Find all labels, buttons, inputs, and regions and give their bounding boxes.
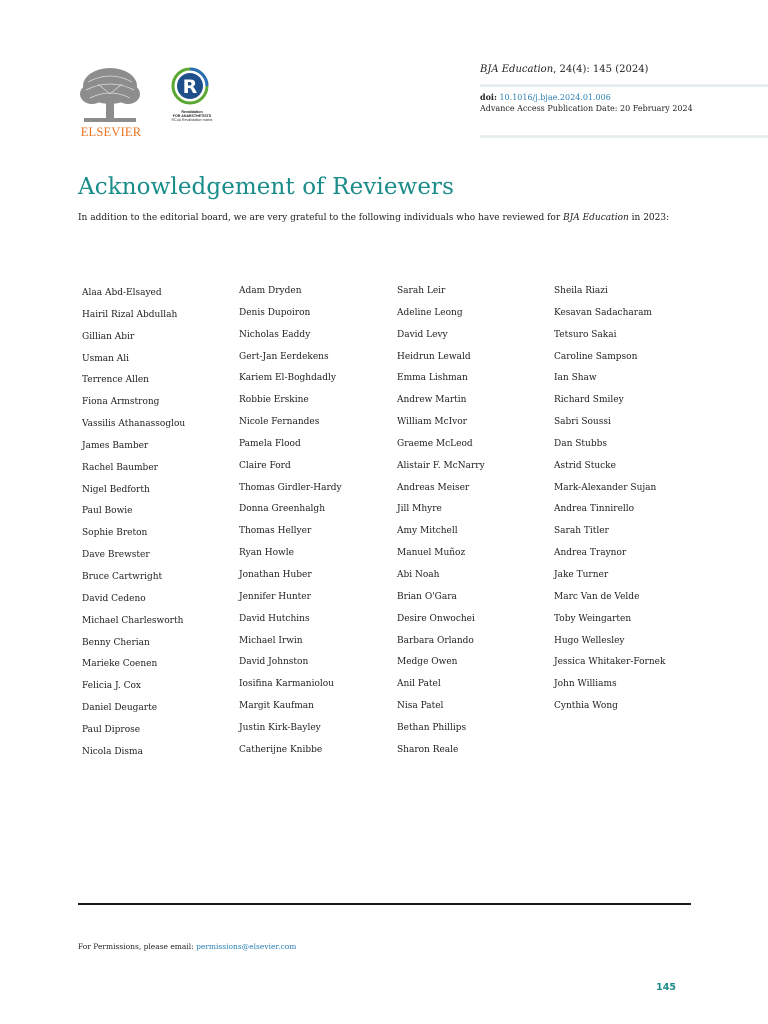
reviewer-name: Anil Patel xyxy=(397,679,441,690)
reviewer-name: Paul Diprose xyxy=(82,724,141,735)
reviewer-name: David Cedeno xyxy=(82,593,146,604)
reviewer-name: Catherijne Knibbe xyxy=(239,744,323,755)
doi-label: doi: xyxy=(480,92,497,102)
reviewer-name: John Williams xyxy=(554,679,617,690)
reviewer-name: Rachel Baumber xyxy=(82,462,158,473)
permissions-email-link[interactable]: permissions@elsevier.com xyxy=(196,942,297,951)
reviewer-name: Nicole Fernandes xyxy=(239,417,320,428)
reviewer-name: Gillian Abir xyxy=(82,331,135,342)
reviewer-name: Gert-Jan Eerdekens xyxy=(239,351,329,362)
reviewer-name: Margit Kaufman xyxy=(239,701,314,712)
reviewer-name: Sabri Soussi xyxy=(554,417,611,428)
reviewer-name: Bruce Cartwright xyxy=(82,571,163,582)
reviewer-name: Denis Dupoiron xyxy=(239,307,311,318)
reviewer-name: Ian Shaw xyxy=(554,373,597,384)
reviewer-column-3 xyxy=(397,281,485,762)
reviewer-name: David Johnston xyxy=(239,657,309,668)
r-caption-3: RCoA Revalidation matrix xyxy=(171,118,213,123)
page-number: 145 xyxy=(656,982,676,993)
reviewer-name: Astrid Stucke xyxy=(554,460,616,471)
permissions-text: For Permissions, please email: xyxy=(78,942,197,951)
reviewer-name: Paul Bowie xyxy=(82,506,133,517)
reviewer-name: William McIvor xyxy=(397,417,467,428)
reviewer-name: Barbara Orlando xyxy=(397,635,474,646)
reviewer-name: Cynthia Wong xyxy=(554,701,618,712)
journal-citation-text: , 24(4): 145 (2024) xyxy=(553,64,649,75)
reviewer-name: Dave Brewster xyxy=(82,550,150,561)
reviewer-name: Amy Mitchell xyxy=(397,526,458,537)
reviewer-name: Sarah Titler xyxy=(554,526,609,537)
reviewer-name: Iosifina Karmaniolou xyxy=(239,679,334,690)
reviewer-name: Mark-Alexander Sujan xyxy=(554,482,657,493)
reviewer-name: Thomas Girdler-Hardy xyxy=(239,482,342,493)
reviewer-name: Alistair F. McNarry xyxy=(397,460,485,471)
header-rule-bottom xyxy=(480,135,768,138)
reviewer-name: Jessica Whitaker-Fornek xyxy=(554,657,666,668)
reviewer-name: Dan Stubbs xyxy=(554,438,607,449)
journal-name: BJA Education xyxy=(480,64,554,75)
reviewer-name: Sarah Leir xyxy=(397,286,446,296)
reviewer-name: Graeme McLeod xyxy=(397,438,473,449)
reviewer-name: Andreas Meiser xyxy=(397,482,470,493)
reviewer-name: Bethan Phillips xyxy=(397,722,467,733)
r-caption-1: Revalidation xyxy=(181,110,203,114)
reviewer-name: Sheila Riazi xyxy=(554,286,608,296)
intro-text-after: in 2023: xyxy=(628,213,670,223)
reviewer-name: Ryan Howle xyxy=(239,548,294,559)
reviewer-name: Desire Onwochei xyxy=(397,613,475,624)
reviewer-name: Emma Lishman xyxy=(397,373,468,384)
reviewer-name: Donna Greenhalgh xyxy=(239,504,325,515)
r-logo-letter: R xyxy=(182,76,198,98)
reviewer-name: Richard Smiley xyxy=(554,395,624,406)
reviewer-name: Andrea Traynor xyxy=(554,548,627,559)
reviewer-name: Brian O'Gara xyxy=(397,591,457,602)
header-rule-top xyxy=(480,84,768,87)
reviewer-name: Adam Dryden xyxy=(239,286,302,296)
reviewer-name: Hugo Wellesley xyxy=(554,635,625,646)
reviewer-name: Thomas Hellyer xyxy=(239,526,312,537)
reviewer-name: David Levy xyxy=(397,329,448,340)
reviewer-name: Kesavan Sadacharam xyxy=(554,307,652,318)
reviewer-name: Nicola Disma xyxy=(82,746,143,757)
journal-citation xyxy=(480,64,648,75)
reviewer-name: Andrew Martin xyxy=(397,395,467,406)
reviewer-name: Nigel Bedforth xyxy=(82,484,150,495)
r-caption-2: FOR ANAESTHETISTS xyxy=(172,114,212,119)
intro-text-before: In addition to the editorial board, we are very grateful to the following individuals who have reviewed for xyxy=(78,213,563,223)
reviewer-name: Terrence Allen xyxy=(82,375,149,386)
doi-link[interactable]: 10.1016/j.bjae.2024.01.006 xyxy=(499,93,611,102)
reviewer-name: Hairil Rizal Abdullah xyxy=(82,309,178,320)
reviewer-name: Fiona Armstrong xyxy=(82,397,160,408)
reviewer-name: Nicholas Eaddy xyxy=(239,329,311,340)
reviewer-name: Michael Charlesworth xyxy=(82,615,184,626)
r-logo-caption xyxy=(166,110,218,123)
reviewer-name: Vassilis Athanassoglou xyxy=(82,419,186,430)
reviewer-name: Benny Cherian xyxy=(82,637,150,648)
reviewer-name: Abi Noah xyxy=(397,569,440,580)
reviewer-name: Felicia J. Cox xyxy=(82,681,141,692)
reviewer-name: Jonathan Huber xyxy=(239,569,312,580)
doi-line xyxy=(480,92,611,102)
reviewer-name: Claire Ford xyxy=(239,460,291,471)
reviewer-name: Tetsuro Sakai xyxy=(554,329,617,340)
reviewer-name: Manuel Muñoz xyxy=(397,548,466,559)
page-title: Acknowledgement of Reviewers xyxy=(78,174,455,200)
reviewer-name: Adeline Leong xyxy=(397,307,463,318)
reviewer-name: Sophie Breton xyxy=(82,528,148,539)
reviewer-name: Usman Ali xyxy=(82,353,130,364)
intro-paragraph xyxy=(78,213,669,223)
reviewer-name: Toby Weingarten xyxy=(554,613,632,624)
reviewer-name: Michael Irwin xyxy=(239,635,303,646)
reviewer-name: Caroline Sampson xyxy=(554,351,638,362)
reviewer-column-1 xyxy=(82,283,185,764)
access-date: Advance Access Publication Date: 20 February 2024 xyxy=(480,104,693,113)
reviewer-column-2 xyxy=(239,281,342,762)
reviewer-name: Marieke Coenen xyxy=(82,659,158,670)
reviewer-name: Jennifer Hunter xyxy=(239,591,311,602)
reviewer-name: Marc Van de Velde xyxy=(554,591,640,602)
reviewer-column-4 xyxy=(554,281,665,718)
reviewer-name: Medge Owen xyxy=(397,657,458,668)
reviewer-name: Kariem El-Boghdadly xyxy=(239,373,336,384)
reviewer-name: Andrea Tinnirello xyxy=(554,504,635,515)
reviewer-name: Justin Kirk-Bayley xyxy=(239,722,321,733)
journal-meta xyxy=(480,64,648,75)
reviewer-name: Jake Turner xyxy=(554,569,609,580)
reviewer-name: Jill Mhyre xyxy=(397,504,442,515)
reviewer-name: David Hutchins xyxy=(239,613,310,624)
reviewer-name: Alaa Abd-Elsayed xyxy=(82,288,162,298)
elsevier-wordmark: ELSEVIER xyxy=(80,125,142,139)
intro-journal: BJA Education xyxy=(562,213,629,223)
reviewer-name: Robbie Erskine xyxy=(239,395,309,406)
reviewer-name: Nisa Patel xyxy=(397,701,444,712)
reviewer-name: Daniel Deugarte xyxy=(82,703,158,714)
reviewer-name: Pamela Flood xyxy=(239,438,301,449)
reviewer-name: James Bamber xyxy=(82,440,149,451)
reviewer-name: Sharon Reale xyxy=(397,744,459,755)
reviewer-name: Heidrun Lewald xyxy=(397,351,471,362)
permissions-note xyxy=(78,942,296,951)
footer-rule xyxy=(78,903,691,905)
